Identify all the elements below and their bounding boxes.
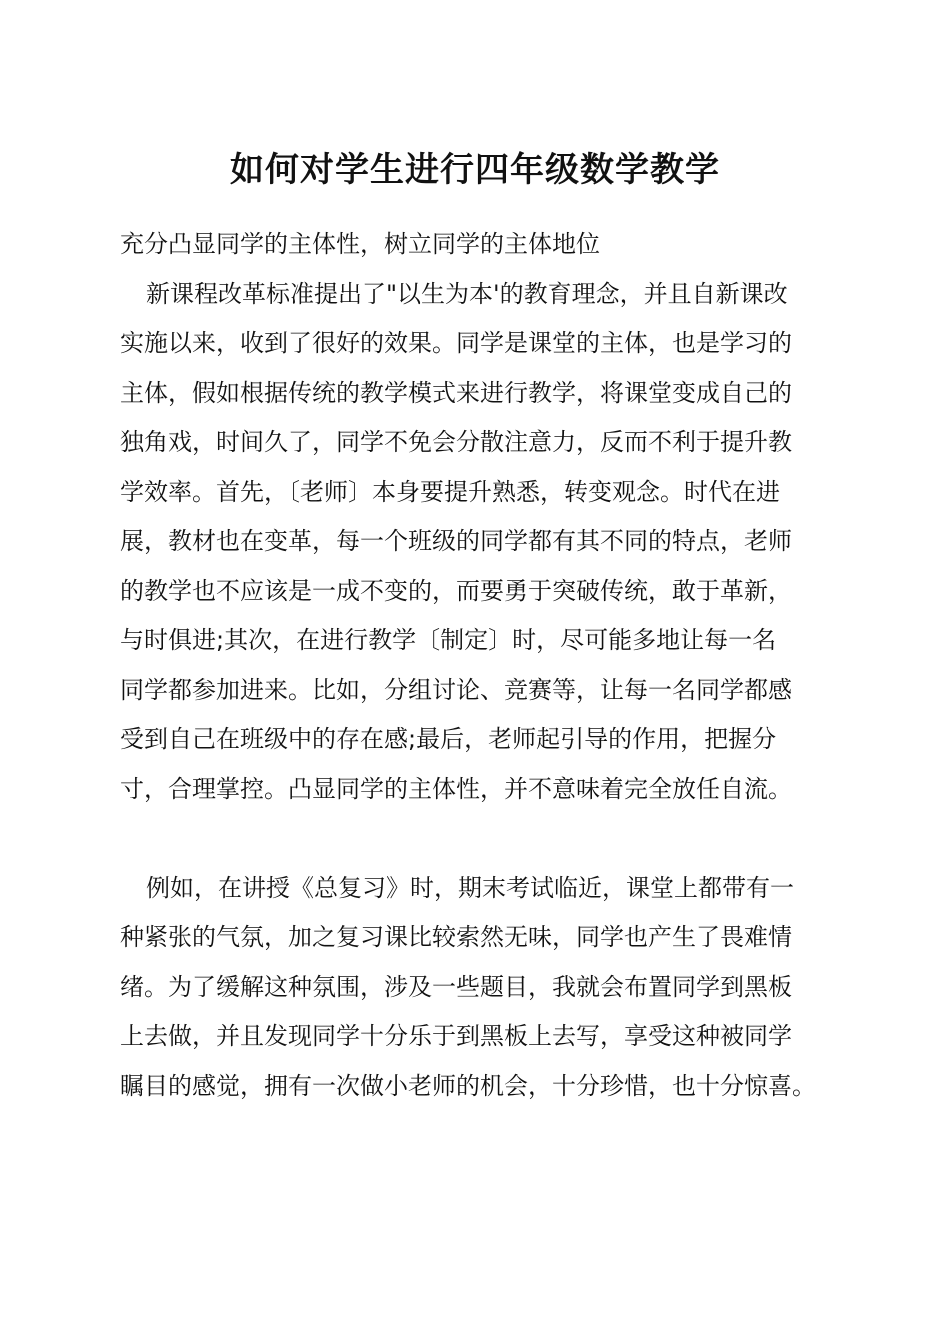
text-line: 展，教材也在变革，每一个班级的同学都有其不同的特点，老师 [120,527,792,555]
text-line: 新课程改革标准提出了"以生为本'的教育理念，并且自新课改 [146,279,788,308]
text-line: 受到自己在班级中的存在感;最后，老师起引导的作用，把握分 [120,725,777,753]
text-line: 上去做，并且发现同学十分乐于到黑板上去写，享受这种被同学 [120,1022,792,1050]
text-line: 寸，合理掌控。凸显同学的主体性，并不意味着完全放任自流。 [120,774,792,803]
text-line: 的教学也不应该是一成不变的，而要勇于突破传统，敢于革新， [120,576,792,605]
text-line: 学效率。首先，〔老师〕本身要提升熟悉，转变观念。时代在进 [120,477,780,506]
text-line: 绪。为了缓解这种氛围，涉及一些题目，我就会布置同学到黑板 [120,972,792,1001]
document-body [120,220,860,1111]
paragraph-1 [120,270,860,815]
paragraph-2 [120,864,860,1112]
text-line: 同学都参加进来。比如，分组讨论、竞赛等，让每一名同学都感 [120,675,792,704]
section-heading: 充分凸显同学的主体性，树立同学的主体地位 [120,230,600,258]
text-line: 主体，假如根据传统的教学模式来进行教学，将课堂变成自己的 [120,378,792,407]
paragraph-gap [120,814,860,864]
text-line: 独角戏，时间久了，同学不免会分散注意力，反而不利于提升教 [120,428,792,456]
document-title: 如何对学生进行四年级数学教学 [230,150,720,190]
text-line: 例如，在讲授《总复习》时，期末考试临近，课堂上都带有一 [146,873,794,902]
text-line: 瞩目的感觉，拥有一次做小老师的机会，十分珍惜，也十分惊喜。 [120,1071,816,1100]
text-line: 种紧张的气氛，加之复习课比较索然无味，同学也产生了畏难情 [120,923,792,951]
text-line: 与时俱进;其次，在进行教学〔制定〕时，尽可能多地让每一名 [120,626,777,654]
text-line: 实施以来，收到了很好的效果。同学是课堂的主体，也是学习的 [120,329,792,357]
